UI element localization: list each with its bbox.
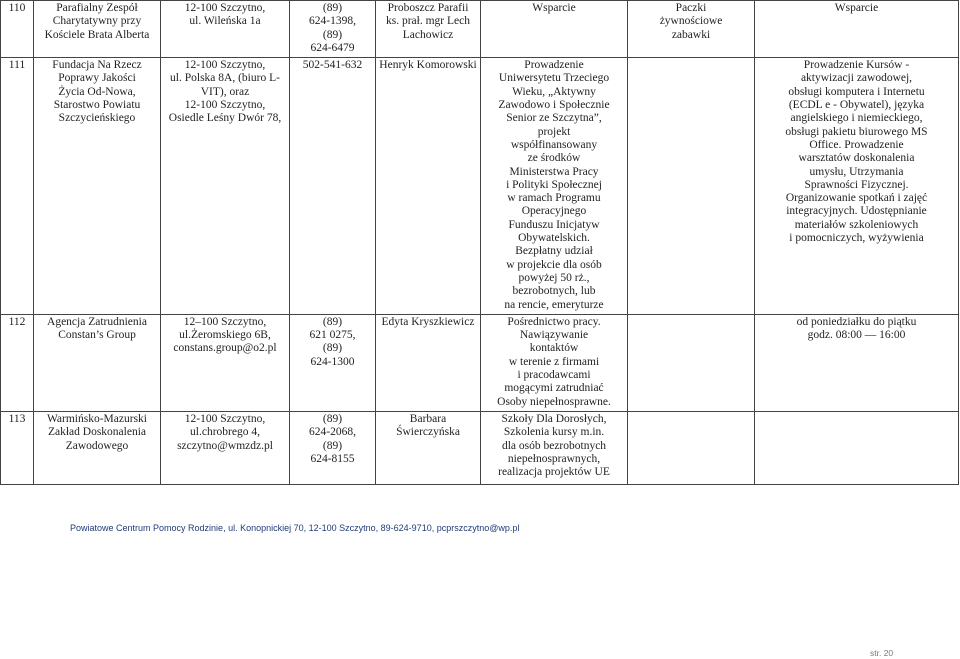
page-number: str. 20 bbox=[870, 648, 894, 658]
organization-address: 12-100 Szczytno, ul.chrobrego 4, szczytno@wmzdz.pl bbox=[161, 411, 290, 484]
organization-address: 12–100 Szczytno, ul.Żeromskiego 6B, constans.group@o2.pl bbox=[161, 314, 290, 411]
support-form: Paczki żywnościowe zabawki bbox=[628, 1, 755, 58]
support-form bbox=[628, 58, 755, 315]
organization-name: Warmińsko-Mazurski Zakład Doskonalenia Zawodowego bbox=[34, 411, 161, 484]
working-hours bbox=[755, 411, 959, 484]
organization-phone: 502-541-632 bbox=[290, 58, 376, 315]
row-number: 111 bbox=[1, 58, 34, 315]
working-hours: Prowadzenie Kursów - aktywizacji zawodowej, obsługi komputera i Internetu (ECDL e - Obywatel), języka angielskiego i niemieckiego, obsługi pakietu biurowego MS Office. Prowadzenie warsztatów doskonalenia umysłu, Utrzymania Sprawności Fizycznej. Organizowanie spotkań i zajęć integracyjnych. Udostępnianie materiałów szkoleniowych i pomocniczych, wyżywienia bbox=[755, 58, 959, 315]
support-description: Prowadzenie Uniwersytetu Trzeciego Wieku, „Aktywny Zawodowo i Społecznie Senior ze Szczytna”, projekt współfinansowany ze środków Ministerstwa Pracy i Polityki Społecznej w ramach Programu Operacyjnego Funduszu Inicjatyw Obywatelskich. Bezpłatny udział w projekcie dla osób powyżej 50 rż., bezrobotnych, lub na rencie, emeryturze bbox=[481, 58, 628, 315]
organization-address: 12-100 Szczytno, ul. Wileńska 1a bbox=[161, 1, 290, 58]
contact-person: Edyta Kryszkiewicz bbox=[376, 314, 481, 411]
organization-phone: (89) 624-1398, (89) 624-6479 bbox=[290, 1, 376, 58]
contact-person: Proboszcz Parafii ks. prał. mgr Lech Lachowicz bbox=[376, 1, 481, 58]
table-row bbox=[1, 58, 959, 315]
row-number: 110 bbox=[1, 1, 34, 58]
organization-phone: (89) 621 0275, (89) 624-1300 bbox=[290, 314, 376, 411]
page-footer: Powiatowe Centrum Pomocy Rodzinie, ul. Konopnickiej 70, 12-100 Szczytno, 89-624-9710, pcprszczytno@wp.pl bbox=[70, 523, 520, 533]
working-hours: Wsparcie bbox=[755, 1, 959, 58]
support-description: Szkoły Dla Dorosłych, Szkolenia kursy m.in. dla osób bezrobotnych niepełnosprawnych, realizacja projektów UE bbox=[481, 411, 628, 484]
row-number: 112 bbox=[1, 314, 34, 411]
organization-phone: (89) 624-2068, (89) 624-8155 bbox=[290, 411, 376, 484]
working-hours: od poniedziałku do piątku godz. 08:00 — 16:00 bbox=[755, 314, 959, 411]
organization-name: Parafialny Zespół Charytatywny przy Kościele Brata Alberta bbox=[34, 1, 161, 58]
contact-person: Barbara Świerczyńska bbox=[376, 411, 481, 484]
support-form bbox=[628, 314, 755, 411]
organization-name: Agencja Zatrudnienia Constan’s Group bbox=[34, 314, 161, 411]
table-row bbox=[1, 411, 959, 484]
table-row bbox=[1, 314, 959, 411]
row-number: 113 bbox=[1, 411, 34, 484]
contact-person: Henryk Komorowski bbox=[376, 58, 481, 315]
support-form bbox=[628, 411, 755, 484]
support-description: Pośrednictwo pracy. Nawiązywanie kontaktów w terenie z firmami i pracodawcami mogącymi zatrudniać Osoby niepełnosprawne. bbox=[481, 314, 628, 411]
organization-address: 12-100 Szczytno, ul. Polska 8A, (biuro L- VIT), oraz 12-100 Szczytno, Osiedle Leśny Dwór 78, bbox=[161, 58, 290, 315]
table-row bbox=[1, 1, 959, 58]
support-description: Wsparcie bbox=[481, 1, 628, 58]
organization-name: Fundacja Na Rzecz Poprawy Jakości Życia Od-Nowa, Starostwo Powiatu Szczycieńskiego bbox=[34, 58, 161, 315]
